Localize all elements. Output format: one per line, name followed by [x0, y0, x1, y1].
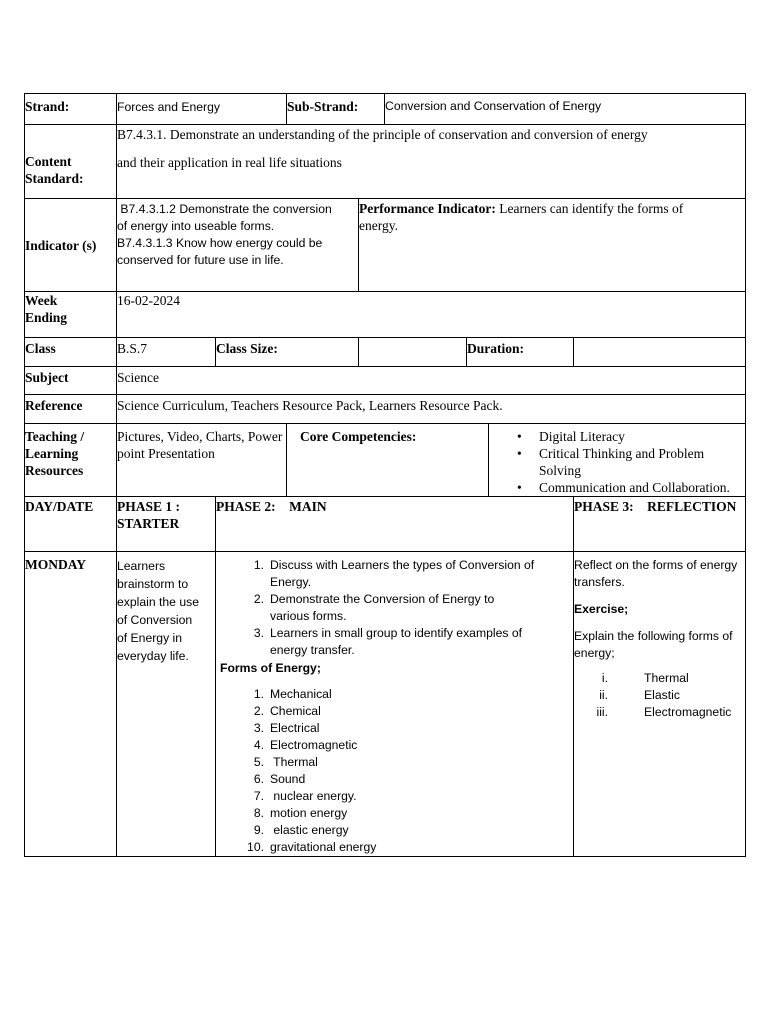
competency-item: • Digital Literacy [517, 429, 625, 444]
content-standard-value [117, 125, 746, 199]
reflection-activity [574, 552, 746, 857]
performance-indicator [359, 199, 746, 292]
resources-row [25, 424, 746, 497]
resources-label-1: Teaching / [25, 429, 85, 444]
resources-label-2: Learning [25, 446, 79, 461]
resources-line-2: point Presentation [117, 446, 215, 461]
list-item: i. Thermal [601, 671, 689, 685]
list-item: 4. Electromagnetic [253, 738, 358, 752]
class-row [25, 338, 746, 367]
indicator-row [25, 199, 746, 292]
week-label-2: Ending [25, 310, 68, 325]
content-standard-label-1: Content [25, 154, 72, 169]
performance-text: Learners can identify the forms of [495, 201, 684, 216]
subject-value: Science [117, 367, 746, 395]
week-ending-label [25, 292, 117, 338]
phase1-label [117, 497, 216, 552]
resources-label-3: Resources [25, 463, 84, 478]
list-item: 1. Discuss with Learners the types of Conversion of Energy. [253, 558, 535, 589]
strand-label: Strand: [25, 94, 117, 125]
explain-line-1: Explain the following forms of [574, 629, 733, 643]
list-item: 2. Demonstrate the Conversion of Energy to various forms. [253, 592, 495, 623]
class-size-value [359, 338, 467, 367]
phase1-label-1: PHASE 1 : [117, 499, 181, 514]
reflection-line-2: transfers. [574, 575, 625, 589]
monday-row [25, 552, 746, 857]
week-ending-row [25, 292, 746, 338]
strand-value: Forces and Energy [117, 94, 287, 125]
indicator-line-2: of energy into useable forms. [117, 219, 275, 233]
indicator-value [117, 199, 359, 292]
indicator-line-3: B7.4.3.1.3 Know how energy could be [117, 236, 323, 250]
list-item: 3. Electrical [253, 721, 320, 735]
list-item: 2. Chemical [253, 704, 321, 718]
phase1-label-2: STARTER [117, 516, 180, 531]
list-item: 1. Mechanical [253, 687, 332, 701]
phase2-label: PHASE 2: MAIN [216, 497, 574, 552]
list-item: 5. Thermal [253, 755, 318, 769]
list-item: 7. nuclear energy. [253, 789, 357, 803]
phases-header-row [25, 497, 746, 552]
class-value: B.S.7 [117, 338, 216, 367]
content-standard-line-2: and their application in real life situations [117, 155, 342, 170]
bullet-icon: • [517, 480, 522, 495]
list-item: 8. motion energy [253, 806, 348, 820]
list-item: 6. Sound [253, 772, 306, 786]
resources-line-1: Pictures, Video, Charts, Power [117, 429, 283, 444]
reflection-line-1: Reflect on the forms of energy [574, 558, 738, 572]
resources-value [117, 424, 287, 497]
indicator-line-1: B7.4.3.1.2 Demonstrate the conversion [117, 202, 332, 216]
exercise-label: Exercise; [574, 602, 629, 616]
subject-label: Subject [25, 367, 117, 395]
competency-item: • Critical Thinking and Problem Solving [517, 446, 705, 478]
resources-label [25, 424, 117, 497]
reference-value: Science Curriculum, Teachers Resource Pack, Learners Resource Pack. [117, 395, 746, 424]
bullet-icon: • [517, 446, 522, 461]
core-competencies-list [489, 424, 746, 497]
lesson-plan-table [24, 93, 746, 857]
forms-of-energy-list [220, 686, 573, 856]
duration-value [574, 338, 746, 367]
performance-text-2: energy. [359, 218, 398, 233]
duration-label: Duration: [467, 338, 574, 367]
competency-item: • Communication and Collaboration. [517, 480, 730, 495]
indicator-label: Indicator (s) [25, 199, 117, 292]
list-item: 10. gravitational energy [247, 840, 377, 854]
list-item: ii. Elastic [599, 688, 680, 702]
forms-of-energy-heading: Forms of Energy; [220, 661, 321, 675]
main-steps-list [220, 557, 573, 659]
phase3-label: PHASE 3: REFLECTION [574, 497, 746, 552]
content-standard-label [25, 125, 117, 199]
subject-row [25, 367, 746, 395]
list-item: iii. Electromagnetic [596, 705, 732, 719]
lesson-plan-sheet [24, 93, 745, 857]
performance-label: Performance Indicator: [359, 201, 496, 216]
substrand-value: Conversion and Conservation of Energy [385, 94, 746, 125]
week-ending-value: 16-02-2024 [117, 292, 746, 338]
day-date-label: DAY/DATE [25, 497, 117, 552]
class-label: Class [25, 338, 117, 367]
strand-row [25, 94, 746, 125]
reference-row [25, 395, 746, 424]
week-label-1: Week [25, 293, 58, 308]
list-item: 9. elastic energy [253, 823, 349, 837]
class-size-label: Class Size: [216, 338, 359, 367]
substrand-label: Sub-Strand: [287, 94, 385, 125]
explain-line-2: energy; [574, 646, 615, 660]
reflection-forms-list [574, 670, 745, 721]
core-competencies-label: Core Competencies: [287, 424, 489, 497]
bullet-icon: • [517, 429, 522, 444]
content-standard-row [25, 125, 746, 199]
monday-label: MONDAY [25, 552, 117, 857]
list-item: 3. Learners in small group to identify examples of energy transfer. [253, 626, 523, 657]
starter-activity: Learners brainstorm to explain the use of Conversion of Energy in everyday life. [117, 552, 216, 857]
content-standard-label-2: Standard: [25, 171, 84, 186]
content-standard-line-1: B7.4.3.1. Demonstrate an understanding of the principle of conservation and conversion of energy [117, 127, 648, 142]
main-activity [216, 552, 574, 857]
reference-label: Reference [25, 395, 117, 424]
indicator-line-4: conserved for future use in life. [117, 253, 284, 267]
